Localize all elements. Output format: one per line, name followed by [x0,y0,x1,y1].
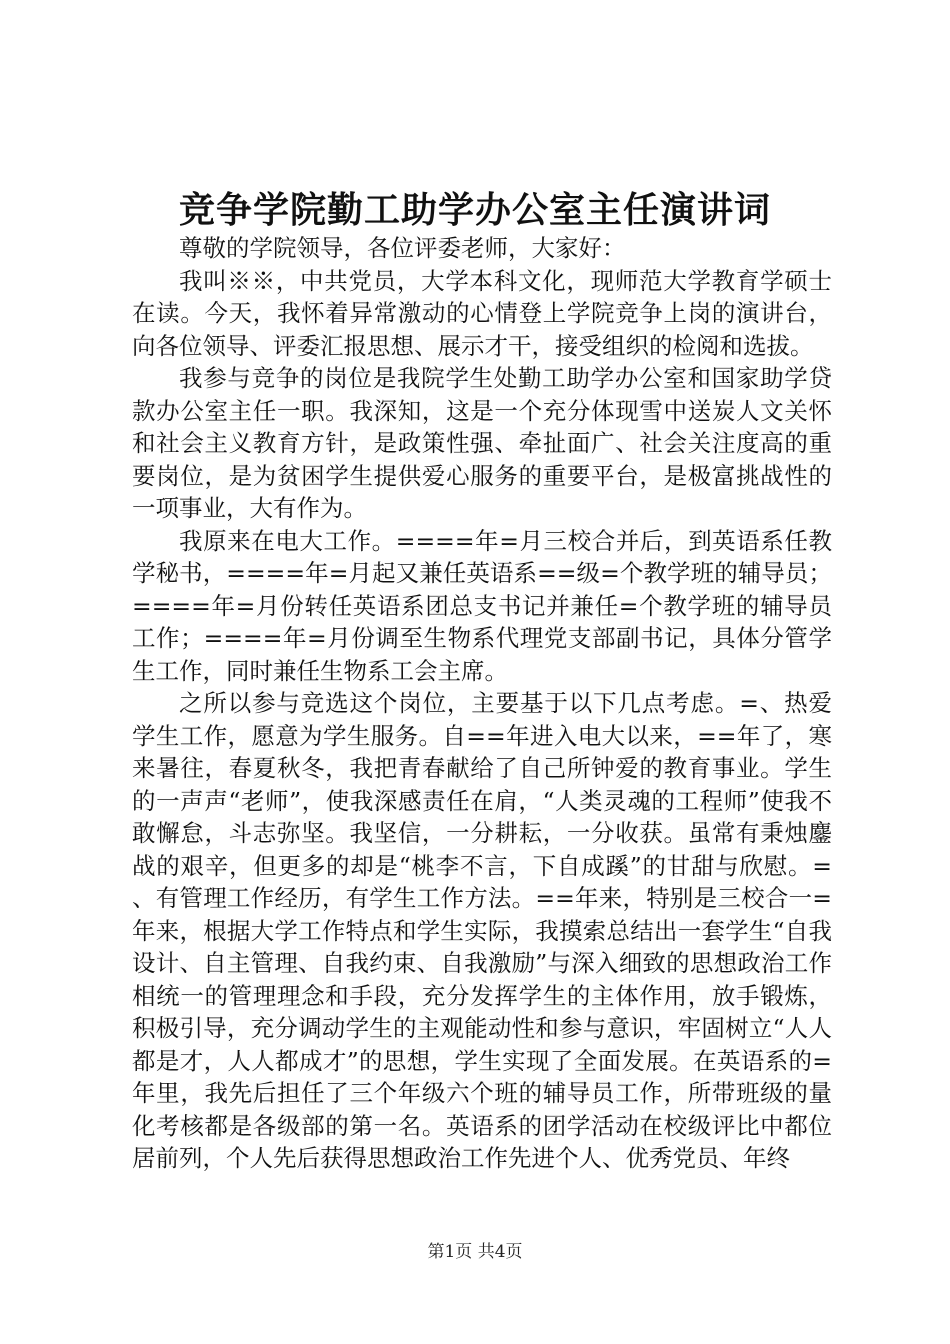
paragraph-reasons: 之所以参与竞选这个岗位，主要基于以下几点考虑。=、热爱学生工作，愿意为学生服务。自==年进入电大以来，==年了，寒来暑往，春夏秋冬，我把青春献给了自己所钟爱的教育事业。学生的一声声“老师”，使我深感责任在肩，“人类灵魂的工程师”使我不敢懈怠，斗志弥坚。我坚信，一分耕耘，一分收获。虽常有秉烛鏖战的艰辛，但更多的却是“桃李不言，下自成蹊”的甘甜与欣慰。=、有管理工作经历，有学生工作方法。==年来，特别是三校合一=年来，根据大学工作特点和学生实际，我摸索总结出一套学生“自我设计、自主管理、自我约束、自我激励”与深入细致的思想政治工作相统一的管理理念和手段，充分发挥学生的主体作用，放手锻炼，积极引导，充分调动学生的主观能动性和参与意识，牢固树立“人人都是才，人人都成才”的思想，学生实现了全面发展。在英语系的=年里，我先后担任了三个年级六个班的辅导员工作，所带班级的量化考核都是各级部的第一名。英语系的团学活动在校级评比中都位居前列，个人先后获得思想政治工作先进个人、优秀党员、年终 [132,689,832,1172]
paragraph-introduction: 我叫※※，中共党员，大学本科文化，现师范大学教育学硕士在读。今天，我怀着异常激动的心情登上学院竞争上岗的演讲台，向各位领导、评委汇报思想、展示才干，接受组织的检阅和选拔。 [132,266,832,360]
document-body [132,232,832,1175]
paragraph-experience: 我原来在电大工作。====年=月三校合并后，到英语系任教学秘书，====年=月起又兼任英语系==级=个教学班的辅导员；====年=月份转任英语系团总支书记并兼任=个教学班的辅导员工作；====年=月份调至生物系代理党支部副书记，具体分管学生工作，同时兼任生物系工会主席。 [132,526,832,685]
page-footer: 第1页 共4页 [427,1242,523,1262]
paragraph-greeting: 尊敬的学院领导，各位评委老师，大家好： [179,234,626,262]
paragraph-position: 我参与竞争的岗位是我院学生处勤工助学办公室和国家助学贷款办公室主任一职。我深知，这是一个充分体现雪中送炭人文关怀和社会主义教育方针，是政策性强、牵扯面广、社会关注度高的重要岗位，是为贫困学生提供爱心服务的重要平台，是极富挑战性的一项事业，大有作为。 [132,364,832,522]
document-title: 竞争学院勤工助学办公室主任演讲词 [178,189,771,231]
